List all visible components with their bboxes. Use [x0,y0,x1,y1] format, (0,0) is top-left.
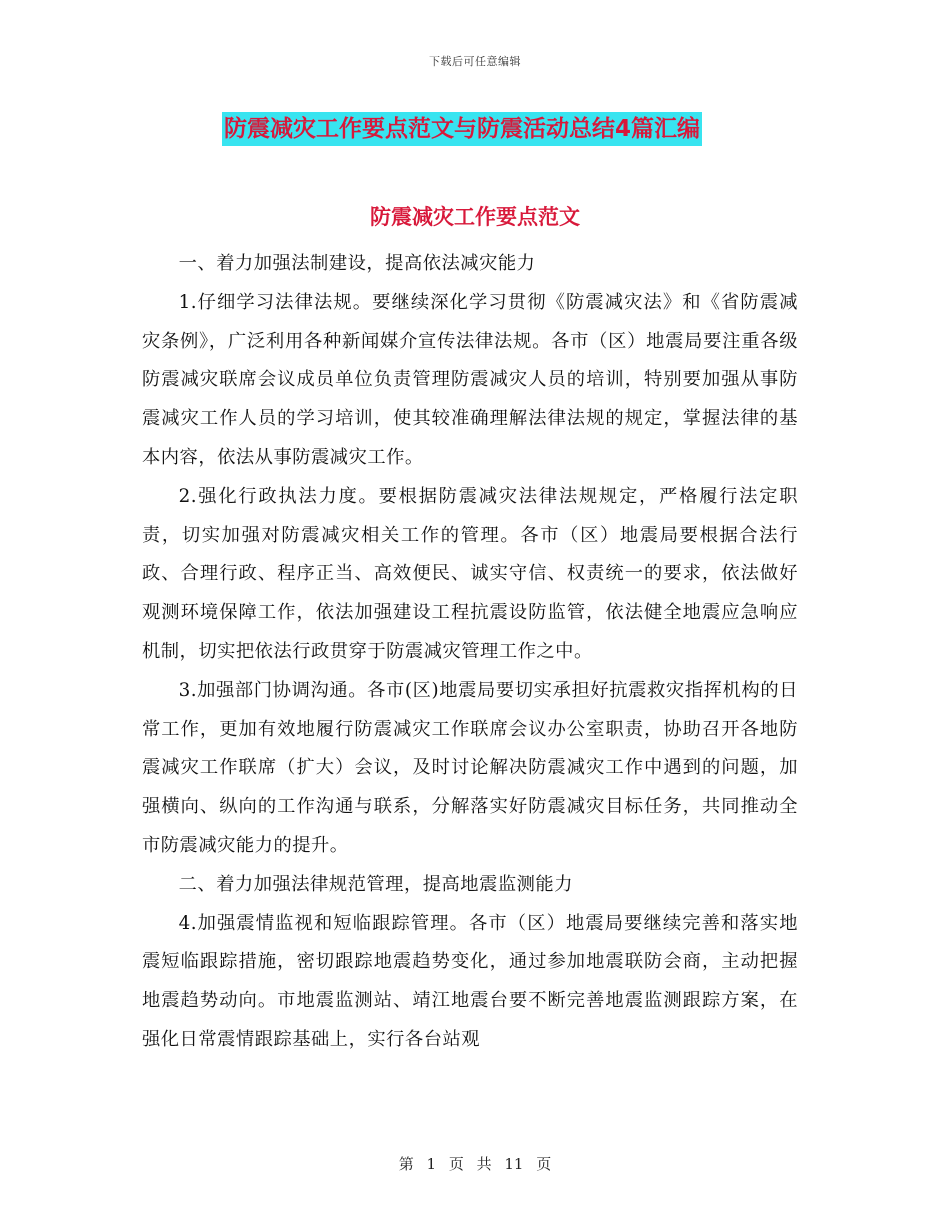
paragraph-heading-2: 二、着力加强法律规范管理，提高地震监测能力 [178,873,573,895]
paragraph-item-4: 4.加强震情监视和短临跟踪管理。各市（区）地震局要继续完善和落实地震短临跟踪措施，密切跟踪地震趋势变化，通过参加地震联防会商，主动把握地震趋势动向。市地震监测站、靖江地震台要不断完善地震监测跟踪方案，在强化日常震情跟踪基础上，实行各台站观 [142,912,798,1050]
paragraph-item-2: 2.强化行政执法力度。要根据防震减灾法律法规规定，严格履行法定职责，切实加强对防震减灾相关工作的管理。各市（区）地震局要根据合法行政、合理行政、程序正当、高效便民、诚实守信、权责统一的要求，依法做好观测环境保障工作，依法加强建设工程抗震设防监管，依法健全地震应急响应机制，切实把依法行政贯穿于防震减灾管理工作之中。 [142,485,798,662]
document-body [142,245,798,1060]
paragraph-heading-1: 一、着力加强法制建设，提高依法减灾能力 [178,253,536,274]
document-title: 防震减灾工作要点范文与防震活动总结4篇汇编 [222,112,702,146]
page-number-footer: 第 1 页 共 11 页 [398,1155,552,1173]
paragraph-item-3: 3.加强部门协调沟通。各市(区)地震局要切实承担好抗震救灾指挥机构的日常工作，更加有效地履行防震减灾工作联席会议办公室职责，协助召开各地防震减灾工作联席（扩大）会议，及时讨论解决防震减灾工作中遇到的问题，加强横向、纵向的工作沟通与联系，分解落实好防震减灾目标任务，共同推动全市防震减灾能力的提升。 [142,679,798,856]
paragraph-item-1: 1.仔细学习法律法规。要继续深化学习贯彻《防震减灾法》和《省防震减灾条例》，广泛利用各种新闻媒介宣传法律法规。各市（区）地震局要注重各级防震减灾联席会议成员单位负责管理防震减灾人员的培训，特别要加强从事防震减灾工作人员的学习培训，使其较准确理解法律法规的规定，掌握法律的基本内容，依法从事防震减灾工作。 [142,291,798,468]
section-title: 防震减灾工作要点范文 [370,205,580,229]
page-header-note: 下载后可任意编辑 [429,55,521,68]
